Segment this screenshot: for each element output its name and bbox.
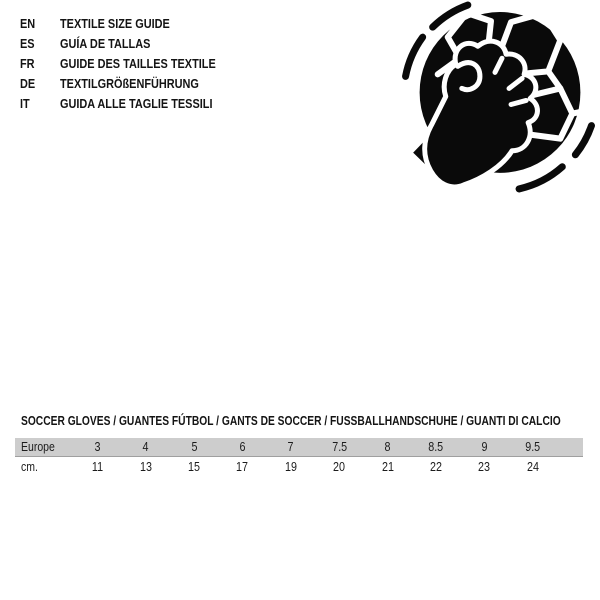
europe-size: 5 [191, 440, 197, 454]
europe-size: 8 [384, 440, 391, 454]
europe-size: 7.5 [331, 440, 347, 454]
europe-size: 4 [142, 440, 149, 454]
cm-size: 13 [139, 459, 152, 474]
size-table-title: SOCCER GLOVES / GUANTES FÚTBOL / GANTS DE SOCCER / FUSSBALLHANDSCHUHE / GUANTI DI CALCIO [21, 414, 561, 428]
size-table-row-europe [15, 438, 583, 457]
cm-size: 19 [284, 459, 297, 474]
lang-row-de [20, 73, 245, 93]
lang-row-fr [20, 53, 245, 73]
cm-size: 20 [333, 459, 346, 474]
language-list [20, 13, 245, 113]
europe-size: 9.5 [525, 440, 541, 454]
europe-size: 9 [481, 440, 488, 454]
goalkeeper-glove-soccer-ball-icon [397, 0, 599, 206]
cm-size: 17 [236, 459, 249, 474]
lang-label-fr: GUIDE DES TAILLES TEXTILE [60, 55, 216, 71]
lang-label-it: GUIDA ALLE TAGLIE TESSILI [60, 95, 213, 111]
cm-size: 22 [430, 459, 442, 474]
lang-row-it [20, 93, 245, 113]
lang-code-de: DE [20, 75, 36, 91]
lang-code-it: IT [20, 95, 30, 111]
europe-size: 7 [287, 440, 294, 454]
row-label-europe: Europe [21, 440, 55, 454]
size-table-row-cm [15, 457, 583, 476]
lang-label-en: TEXTILE SIZE GUIDE [60, 15, 170, 31]
cm-size: 11 [91, 459, 103, 474]
lang-code-es: ES [20, 35, 35, 51]
cm-size: 15 [188, 459, 200, 474]
lang-label-de: TEXTILGRÖßENFÜHRUNG [60, 75, 199, 91]
row-label-cm: cm. [21, 459, 38, 474]
lang-label-es: GUÍA DE TALLAS [60, 35, 151, 51]
size-table [15, 438, 583, 476]
cm-size: 21 [381, 459, 394, 474]
europe-size: 8.5 [428, 440, 444, 454]
lang-row-es [20, 33, 245, 53]
europe-size: 3 [94, 440, 101, 454]
lang-row-en [20, 13, 245, 33]
lang-code-fr: FR [20, 55, 35, 71]
cm-size: 23 [478, 459, 491, 474]
cm-size: 24 [526, 459, 539, 474]
europe-size: 6 [239, 440, 246, 454]
lang-code-en: EN [20, 15, 36, 31]
